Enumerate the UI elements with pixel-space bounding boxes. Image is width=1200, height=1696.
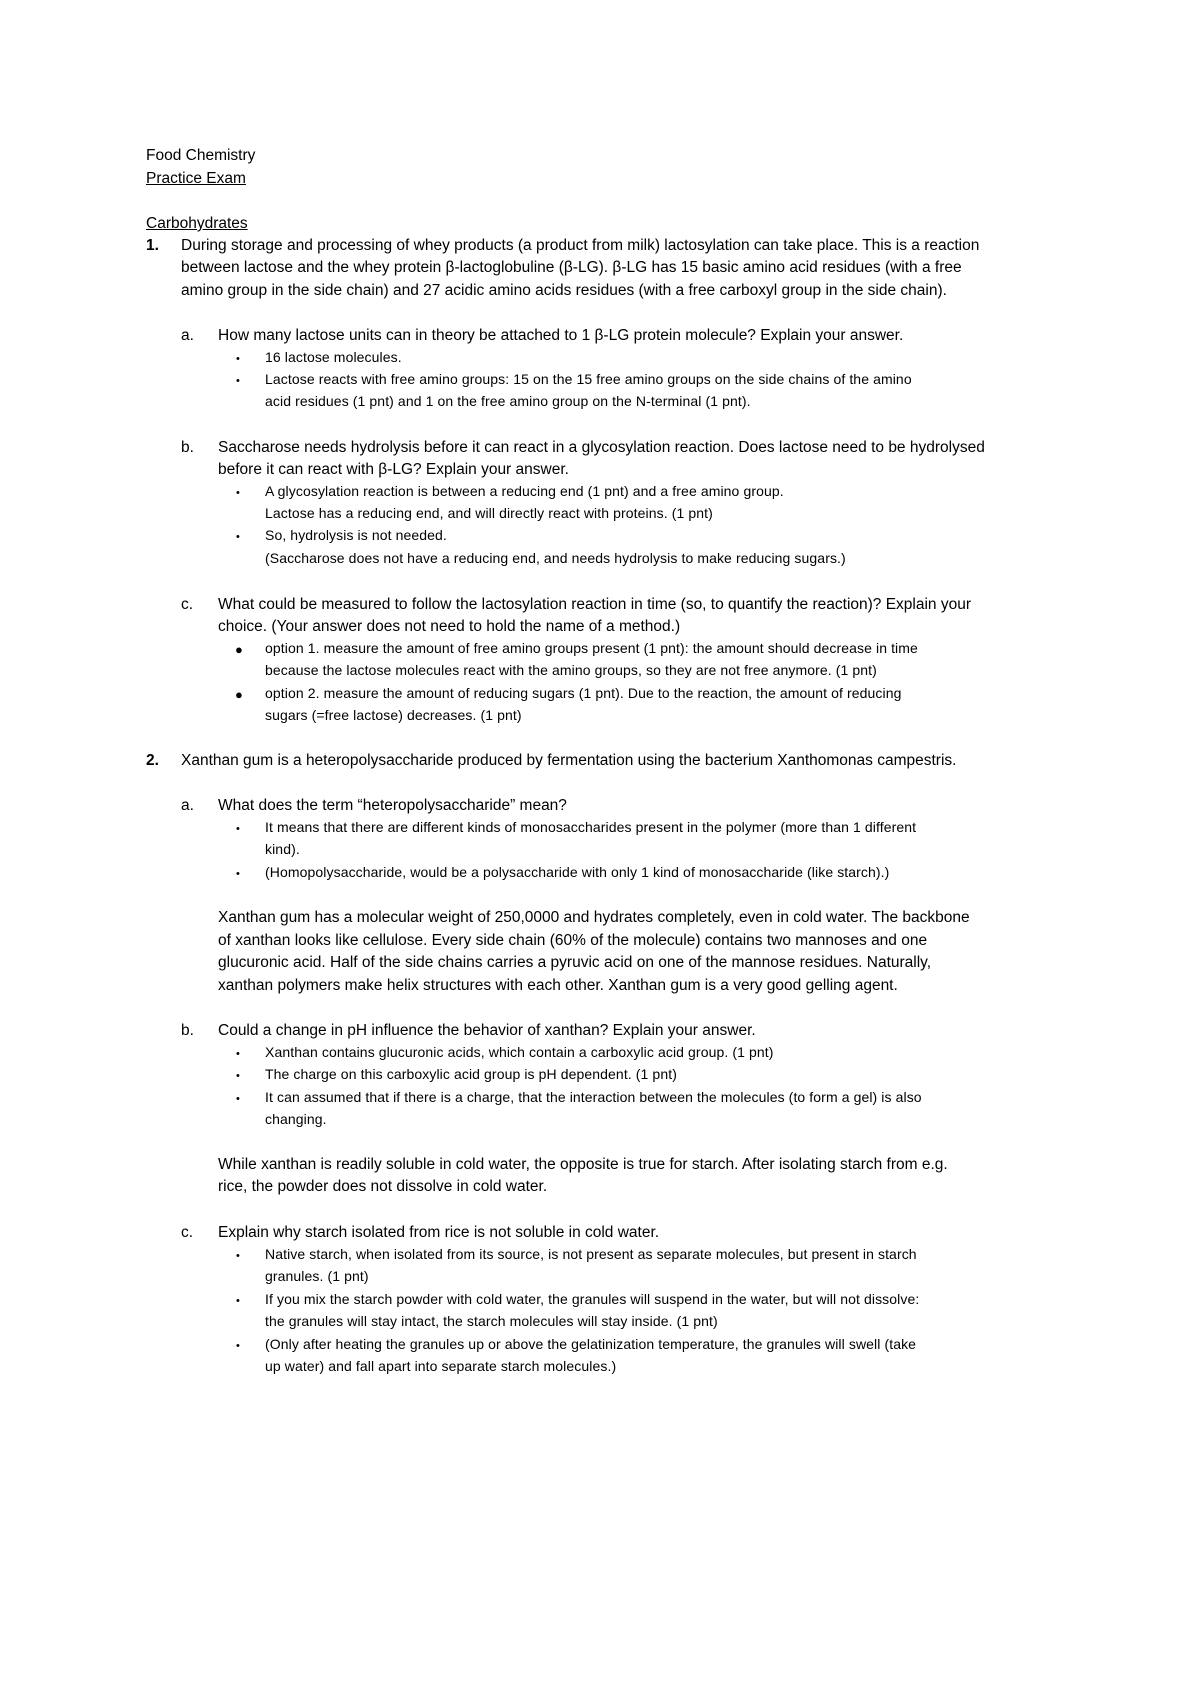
q2a-answer-1-line1: It means that there are different kinds of monosaccharides present in the polymer (more than 1 different	[265, 819, 917, 835]
q1-number: 1.	[146, 237, 159, 254]
q2a-question: What does the term “heteropolysaccharide” mean?	[218, 797, 567, 814]
q1c-question-line2: choice. (Your answer does not need to hold the name of a method.)	[218, 618, 681, 635]
q2c-label: c.	[181, 1224, 194, 1241]
q1b-answer-1-line2: Lactose has a reducing end, and will directly react with proteins. (1 pnt)	[265, 505, 713, 521]
bullet-icon: •	[236, 1295, 240, 1307]
q1b-answer-1-line1: A glycosylation reaction is between a reducing end (1 pnt) and a free amino group.	[265, 483, 784, 499]
q1c-answer-1-line2: because the lactose molecules react with the amino groups, so they are not free anymore. (1 pnt)	[265, 662, 877, 678]
bullet-icon: ●	[235, 642, 243, 657]
bullet-icon: •	[236, 531, 240, 543]
bullet-icon: ●	[235, 687, 243, 702]
q2-number: 2.	[146, 752, 159, 769]
q1a-answer-2-line1: Lactose reacts with free amino groups: 15 on the 15 free amino groups on the side chains of the amino	[265, 371, 912, 387]
q1c-answer-2-line1: option 2. measure the amount of reducing sugars (1 pnt). Due to the reaction, the amount of reducing	[265, 685, 902, 701]
q1-text-line2: between lactose and the whey protein β-lactoglobuline (β-LG). β-LG has 15 basic amino acid residues (with a free	[181, 259, 962, 276]
q1-text-line1: During storage and processing of whey products (a product from milk) lactosylation can take place. This is a reaction	[181, 237, 980, 254]
bullet-icon: •	[236, 868, 240, 880]
q2a-answer-1-line2: kind).	[265, 841, 300, 857]
exam-subtitle: Practice Exam	[146, 170, 246, 187]
q1b-label: b.	[181, 439, 194, 456]
q2c-answer-3-line2: up water) and fall apart into separate starch molecules.)	[265, 1358, 617, 1374]
q1b-answer-2-line1: So, hydrolysis is not needed.	[265, 527, 447, 543]
q2c-answer-2-line1: If you mix the starch powder with cold water, the granules will suspend in the water, but will not dissolve:	[265, 1291, 920, 1307]
bullet-icon: •	[236, 1250, 240, 1262]
q2-paragraph2-line1: While xanthan is readily soluble in cold water, the opposite is true for starch. After isolating starch from e.g.	[218, 1156, 948, 1173]
q2b-label: b.	[181, 1022, 194, 1039]
q2c-answer-3-line1: (Only after heating the granules up or above the gelatinization temperature, the granules will swell (take	[265, 1336, 917, 1352]
q2c-question: Explain why starch isolated from rice is not soluble in cold water.	[218, 1224, 660, 1241]
q2b-answer-2: The charge on this carboxylic acid group is pH dependent. (1 pnt)	[265, 1066, 677, 1082]
q2c-answer-1-line2: granules. (1 pnt)	[265, 1268, 369, 1284]
q2-paragraph1-line3: glucuronic acid. Half of the side chains carries a pyruvic acid on one of the mannose residues. Naturally,	[218, 954, 932, 971]
bullet-icon: •	[236, 375, 240, 387]
q2-paragraph2-line2: rice, the powder does not dissolve in cold water.	[218, 1178, 548, 1195]
bullet-icon: •	[236, 823, 240, 835]
q2c-answer-2-line2: the granules will stay intact, the starch molecules will stay inside. (1 pnt)	[265, 1313, 718, 1329]
q1a-answer-1: 16 lactose molecules.	[265, 349, 402, 365]
bullet-icon: •	[236, 1093, 240, 1105]
q2b-answer-3-line2: changing.	[265, 1111, 327, 1127]
q2-paragraph1-line2: of xanthan looks like cellulose. Every side chain (60% of the molecule) contains two mannoses and one	[218, 932, 928, 949]
q1c-answer-2-line2: sugars (=free lactose) decreases. (1 pnt)	[265, 707, 522, 723]
q1c-label: c.	[181, 596, 194, 613]
q1c-question-line1: What could be measured to follow the lactosylation reaction in time (so, to quantify the reaction)? Explain your	[218, 596, 972, 613]
bullet-icon: •	[236, 1340, 240, 1352]
bullet-icon: •	[236, 1070, 240, 1082]
section-heading: Carbohydrates	[146, 215, 248, 232]
q1a-label: a.	[181, 327, 194, 344]
q1b-answer-2-line2: (Saccharose does not have a reducing end, and needs hydrolysis to make reducing sugars.)	[265, 550, 846, 566]
bullet-icon: •	[236, 353, 240, 365]
course-title: Food Chemistry	[146, 147, 256, 164]
q1a-answer-2-line2: acid residues (1 pnt) and 1 on the free amino group on the N-terminal (1 pnt).	[265, 393, 751, 409]
q2-text-line1: Xanthan gum is a heteropolysaccharide produced by fermentation using the bacterium Xanthomonas campestris.	[181, 752, 957, 769]
q1a-question: How many lactose units can in theory be attached to 1 β-LG protein molecule? Explain your answer.	[218, 327, 904, 344]
q2a-answer-2: (Homopolysaccharide, would be a polysaccharide with only 1 kind of monosaccharide (like starch).)	[265, 864, 890, 880]
bullet-icon: •	[236, 487, 240, 499]
q2-paragraph1-line1: Xanthan gum has a molecular weight of 250,0000 and hydrates completely, even in cold water. The backbone	[218, 909, 970, 926]
q1c-answer-1-line1: option 1. measure the amount of free amino groups present (1 pnt): the amount should decrease in time	[265, 640, 918, 656]
q1b-question-line2: before it can react with β-LG? Explain your answer.	[218, 461, 569, 478]
q2b-question: Could a change in pH influence the behavior of xanthan? Explain your answer.	[218, 1022, 756, 1039]
q2a-label: a.	[181, 797, 194, 814]
q1-text-line3: amino group in the side chain) and 27 acidic amino acids residues (with a free carboxyl group in the side chain).	[181, 282, 947, 299]
bullet-icon: •	[236, 1048, 240, 1060]
q1b-question-line1: Saccharose needs hydrolysis before it can react in a glycosylation reaction. Does lactose need to be hydrolysed	[218, 439, 985, 456]
q2-paragraph1-line4: xanthan polymers make helix structures with each other. Xanthan gum is a very good gelling agent.	[218, 977, 898, 994]
q2b-answer-3-line1: It can assumed that if there is a charge, that the interaction between the molecules (to form a gel) is also	[265, 1089, 922, 1105]
q2c-answer-1-line1: Native starch, when isolated from its source, is not present as separate molecules, but present in starch	[265, 1246, 917, 1262]
q2b-answer-1: Xanthan contains glucuronic acids, which contain a carboxylic acid group. (1 pnt)	[265, 1044, 774, 1060]
